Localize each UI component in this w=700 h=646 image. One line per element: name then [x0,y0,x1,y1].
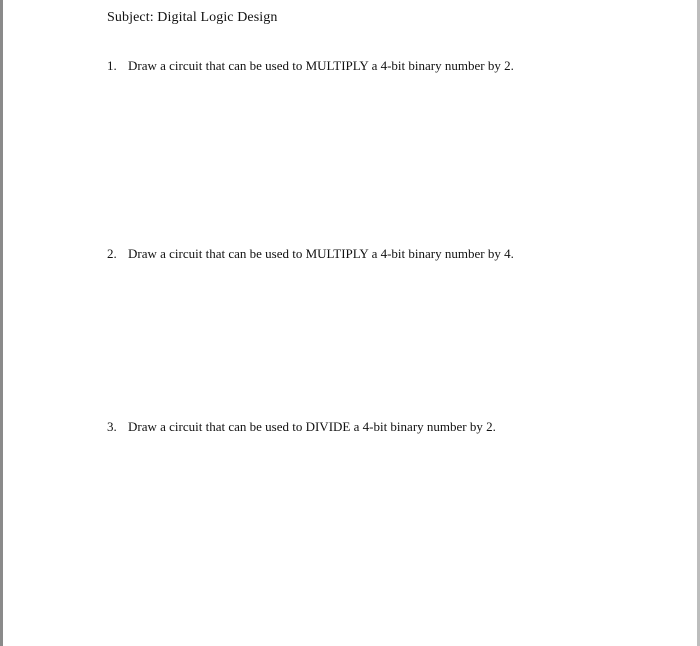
subject-heading: Subject: Digital Logic Design [107,10,278,25]
question-2-text: Draw a circuit that can be used to MULTIPLY a 4-bit binary number by 4. [128,246,514,261]
question-2-number: 2. [107,246,117,261]
question-1 [107,58,514,74]
question-3-text: Draw a circuit that can be used to DIVIDE a 4-bit binary number by 2. [128,419,496,434]
question-1-number: 1. [107,58,117,73]
question-3-number: 3. [107,419,117,434]
question-2 [107,246,514,262]
document-page[interactable] [3,0,697,646]
question-3 [107,419,496,435]
question-1-text: Draw a circuit that can be used to MULTIPLY a 4-bit binary number by 2. [128,58,514,73]
